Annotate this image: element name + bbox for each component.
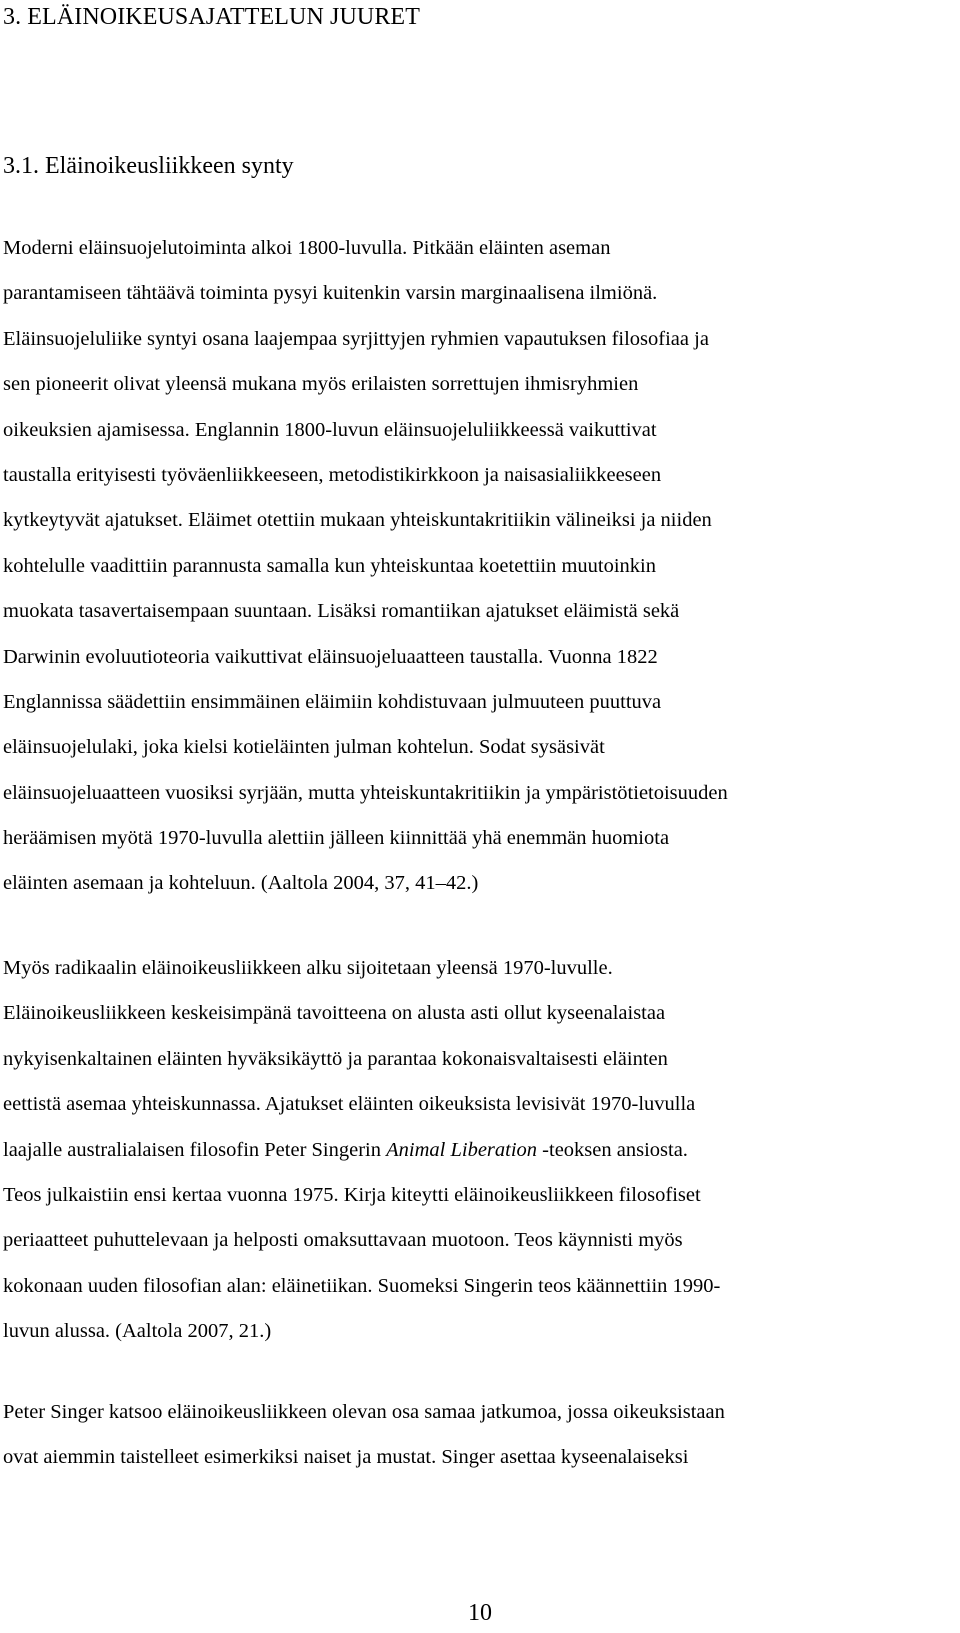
text-line: eläinsuojelulaki, joka kielsi kotieläinten julman kohtelun. Sodat sysäsivät [3, 736, 605, 759]
text-line: Moderni eläinsuojelutoiminta alkoi 1800-luvulla. Pitkään eläinten aseman [3, 237, 611, 259]
text-line: eettistä asemaa yhteiskunnassa. Ajatukset eläinten oikeuksista levisivät 1970-luvulla [3, 1093, 696, 1116]
text-line: heräämisen myötä 1970-luvulla alettiin jälleen kiinnittää yhä enemmän huomiota [3, 827, 670, 850]
text-line-with-book-title [3, 1135, 960, 1180]
text-line: luvun alussa. (Aaltola 2007, 21.) [3, 1320, 272, 1343]
body-paragraph-1 [3, 233, 960, 914]
text-line: nykyisenkaltainen eläinten hyväksikäyttö ja parantaa kokonaisvaltaisesti eläinten [3, 1047, 668, 1070]
text-line: ovat aiemmin taistelleet esimerkiksi naiset ja mustat. Singer asettaa kyseenalaiseksi [3, 1446, 689, 1469]
text-line: periaatteet puhuttelevaan ja helposti omaksuttavaan muotoon. Teos käynnisti myös [3, 1229, 683, 1252]
text-line: eläinten asemaan ja kohteluun. (Aaltola 2004, 37, 41–42.) [3, 872, 479, 895]
body-paragraph-3 [3, 1397, 960, 1488]
text-line: oikeuksien ajamisessa. Englannin 1800-luvun eläinsuojeluliikkeessä vaikuttivat [3, 418, 657, 441]
text-line: taustalla erityisesti työväenliikkeeseen, metodistikirkkoon ja naisasialiikkeeseen [3, 463, 662, 486]
text-line: kytkeytyvät ajatukset. Eläimet otettiin mukaan yhteiskuntakritiikin välineiksi ja niiden [3, 509, 712, 532]
text-line: eläinsuojeluaatteen vuosiksi syrjään, mutta yhteiskuntakritiikin ja ympäristötietoisuuden [3, 781, 728, 804]
text-line: Peter Singer katsoo eläinoikeusliikkeen olevan osa samaa jatkumoa, jossa oikeuksistaan [3, 1401, 725, 1423]
book-title: Animal Liberation [386, 1138, 538, 1161]
text-line: Eläinsuojeluliike syntyi osana laajempaa syrjittyjen ryhmien vapautuksen filosofiaa ja [3, 327, 709, 350]
text-line: Eläinoikeusliikkeen keskeisimpänä tavoitteena on alusta asti ollut kyseenalaistaa [3, 1002, 666, 1025]
page-number: 10 [468, 1600, 492, 1626]
text-line: Englannissa säädettiin ensimmäinen eläimiin kohdistuvaan julmuuteen puuttuva [3, 690, 662, 713]
text-line: muokata tasavertaisempaan suuntaan. Lisäksi romantiikan ajatukset eläimistä sekä [3, 600, 680, 623]
text-line: sen pioneerit olivat yleensä mukana myös erilaisten sorrettujen ihmisryhmien [3, 373, 639, 396]
text-line: Teos julkaistiin ensi kertaa vuonna 1975. Kirja kiteytti eläinoikeusliikkeen filosofiset [3, 1183, 701, 1206]
chapter-heading: 3. ELÄINOIKEUSAJATTELUN JUURET [3, 4, 420, 30]
text-line: kokonaan uuden filosofian alan: eläinetiikan. Suomeksi Singerin teos käännettiin 1990- [3, 1274, 721, 1297]
text-line: Myös radikaalin eläinoikeusliikkeen alku sijoitetaan yleensä 1970-luvulle. [3, 957, 613, 979]
section-heading: 3.1. Eläinoikeusliikkeen synty [3, 153, 294, 179]
body-paragraph-2 [3, 953, 960, 1362]
text-segment: -teoksen ansiosta. [537, 1138, 688, 1161]
text-segment: laajalle australialaisen filosofin Peter Singerin [3, 1138, 387, 1161]
text-line: parantamiseen tähtäävä toiminta pysyi kuitenkin varsin marginaalisena ilmiönä. [3, 282, 658, 305]
text-line: Darwinin evoluutioteoria vaikuttivat eläinsuojeluaatteen taustalla. Vuonna 1822 [3, 645, 658, 668]
text-line: kohtelulle vaadittiin parannusta samalla kun yhteiskuntaa koetettiin muutoinkin [3, 554, 657, 577]
